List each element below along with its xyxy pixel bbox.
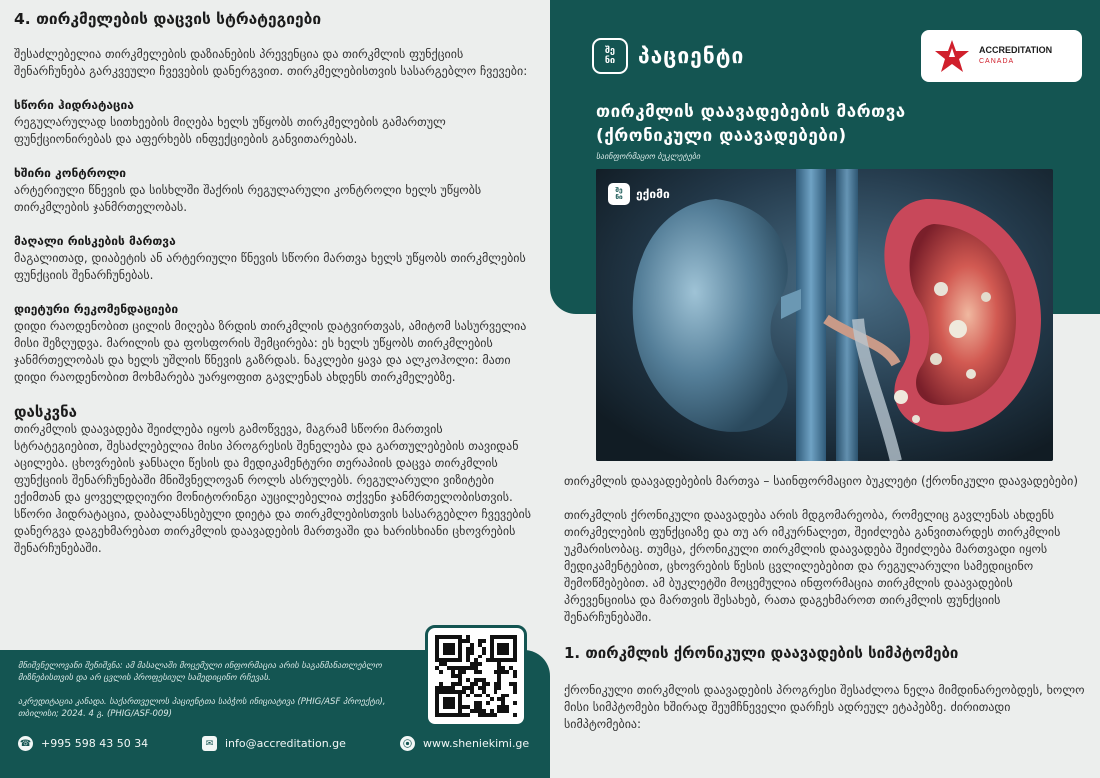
habit-diet xyxy=(14,301,534,386)
website-url: www.sheniekimi.ge xyxy=(423,737,530,750)
booklet-title-line2: (ქრონიკული დაავადებები) xyxy=(596,126,847,146)
habit-text: მაგალითად, დიაბეტის ან არტერიული წნევის სწორი მართვა ხელს უწყობს თირკმლების ფუნქციის შენარჩუნებას. xyxy=(14,251,526,282)
left-content xyxy=(14,10,534,557)
habit-hydration xyxy=(14,97,534,148)
habit-text: არტერიული წნევის და სისხლში შაქრის რეგულარული კონტროლი ხელს უწყობს თირკმლების ჯანმრთელობას. xyxy=(14,183,482,214)
image-badge-bottom: ნი xyxy=(615,193,623,201)
doctor-badge-label: ექიმი xyxy=(636,187,670,201)
doctor-badge-logo xyxy=(608,183,630,205)
doctor-badge xyxy=(608,183,670,205)
habit-title: ხშირი კონტროლი xyxy=(14,166,127,180)
phone-number: +995 598 43 50 34 xyxy=(41,737,149,750)
patient-brand xyxy=(592,38,744,74)
brand-badge-bottom: ნი xyxy=(604,56,616,66)
brand-logo-badge xyxy=(592,38,628,74)
qr-code-pattern xyxy=(435,635,517,717)
image-badge-top: შე xyxy=(615,186,623,194)
brand-badge-top: შე xyxy=(605,46,615,56)
booklet-title-line1: თირკმლის დაავადებების მართვა xyxy=(596,102,906,122)
habit-text: დიდი რაოდენობით ცილის მიღება ზრდის თირკმლის დატვირთვას, ამიტომ სასურველია მისი შეზღუდვა. მარილის და ფოსფორის შემცირება: ეს ხელს უწყობს თირკმლების ჯანმრთელობას და ხელს უშლის წნევის გაზრდას. ნაკლები ყავა და ალკოჰოლი: მათი დიდი რაოდენობით მოხმარება უარყოფით გავლენას ახდენს თირკმელებზე. xyxy=(14,319,527,384)
protection-strategies-heading: 4. თირკმელების დაცვის სტრატეგიები xyxy=(14,10,322,28)
symptoms-heading: 1. თირკმლის ქრონიკული დაავადების სიმპტომები xyxy=(564,644,959,662)
accreditation-text xyxy=(979,45,1052,67)
accreditation-star-icon xyxy=(933,39,971,73)
brand-name: პაციენტი xyxy=(638,44,745,68)
website-contact[interactable] xyxy=(400,736,529,751)
kidney-illustration xyxy=(596,169,1053,461)
summary-heading: დასკვნა xyxy=(14,403,77,421)
qr-code[interactable] xyxy=(425,625,527,727)
contact-row xyxy=(18,736,538,754)
habit-risk-management xyxy=(14,233,534,284)
summary-text: თირკმლის დაავადება შეიძლება იყოს გამოწვევა, მაგრამ სწორი მართვის სტრატეგიებით, შესაძლებელია მისი პროგრესის შენელება და გართულებების თავიდან აცილება. ცხოვრების ჯანსაღი წესის და მედიკამენტური თერაპიის დაცვა თირკმლის ფუნქციის შენარჩუნებაში მნიშვნელოვან როლს ასრულებს. რეგულარული ვიზიტები ექიმთან და ყოველდღიური მონიტორინგი აუცილებელია თქვენი ჯანმრთელობისთვის. სწორი ჰიდრატაცია, დაბალანსებული დიეტა და თირკმლებისთვის სასარგებლო ჩვევების დანერგვა დაგეხმარებათ თირკმლის დაავადების მართვაში და ხარისხიანი ცხოვრების შენარჩუნებაში. xyxy=(14,422,531,555)
phone-icon: ☎ xyxy=(18,736,33,751)
habit-title: დიეტური რეკომენდაციები xyxy=(14,302,179,316)
right-content xyxy=(564,473,1086,733)
kidney-cross-section-image xyxy=(596,169,1053,461)
habit-text: რეგულარულად სითხეების მიღება ხელს უწყობს თირკმელების გამართულ ფუნქციონირებას და აფერხებს ინფექციების განვითარებას. xyxy=(14,115,446,146)
habit-title: მაღალი რისკების მართვა xyxy=(14,234,176,248)
habit-title: სწორი ჰიდრატაცია xyxy=(14,98,134,112)
disclaimer-note: მნიშვნელოვანი შენიშვნა: ამ მასალაში მოცემული ინფორმაცია არის საგანმანათლებლო მიზნებისთვის და არ ცვლის პროფესიულ სამედიცინო რჩევას. xyxy=(18,661,382,683)
booklet-subtitle: საინფორმაციო ბუკლეტები xyxy=(596,152,701,161)
booklet-title xyxy=(596,100,1056,148)
credit-note: აკრედიტაცია კანადა. საქართველოს პაციენტთა საბჭოს ინიციატივა (PHIG/ASF პროექტი), თბილისი; 2024. 4 გ. (PHIG/ASF-009) xyxy=(18,697,386,719)
accreditation-line1: ACCREDITATION xyxy=(979,45,1053,55)
symptoms-intro: ქრონიკული თირკმლის დაავადების პროგრესი შესაძლოა ნელა მიმდინარეობდეს, ხოლო მისი სიმპტომები ხშირად შეუმჩნეველი დარჩეს ადრეულ ეტაპებზე. ძირითადი სიმპტომებია: xyxy=(564,683,1085,731)
accreditation-canada-logo xyxy=(921,30,1082,82)
introduction-text: თირკმლის ქრონიკული დაავადება არის მდგომარეობა, რომელიც გავლენას ახდენს თირკმელების ფუნქციაზე და თუ არ იმკურნალეთ, შეიძლება განვითარდეს თირკმლის უკმარისობაც. თუმცა, ქრონიკული თირკმლის დაავადება შეიძლება მართვადი იყოს მედიკამენტებით, ცხოვრების წესის ცვლილებებით და რეგულარული სამედიცინო შემოწმებებით. ამ ბუკლეტში მოცემულია ინფორმაცია თირკმლის დაავადების პრევენციისა და მართვის შესახებ, რათა დაგეხმაროთ თირკმლის ფუნქციის შენარჩუნებაში. xyxy=(564,508,1061,624)
right-page xyxy=(550,0,1100,778)
accreditation-line2: CANADA xyxy=(979,58,1015,65)
email-address: info@accreditation.ge xyxy=(225,737,346,750)
strategies-intro: შესაძლებელია თირკმელების დაზიანების პრევენცია და თირკმლის ფუნქციის შენარჩუნება გარკვეული ჩვევების დანერგვით. თირკმელებისთვის სასარგებლო ჩვევები: xyxy=(14,47,528,78)
email-contact[interactable] xyxy=(202,736,346,751)
image-caption: თირკმლის დაავადებების მართვა – საინფორმაციო ბუკლეტი (ქრონიკული დაავადებები) xyxy=(564,474,1079,488)
habit-control xyxy=(14,165,534,216)
phone-contact[interactable] xyxy=(18,736,148,751)
location-pin-icon: ⦿ xyxy=(400,736,415,751)
mail-icon: ✉ xyxy=(202,736,217,751)
